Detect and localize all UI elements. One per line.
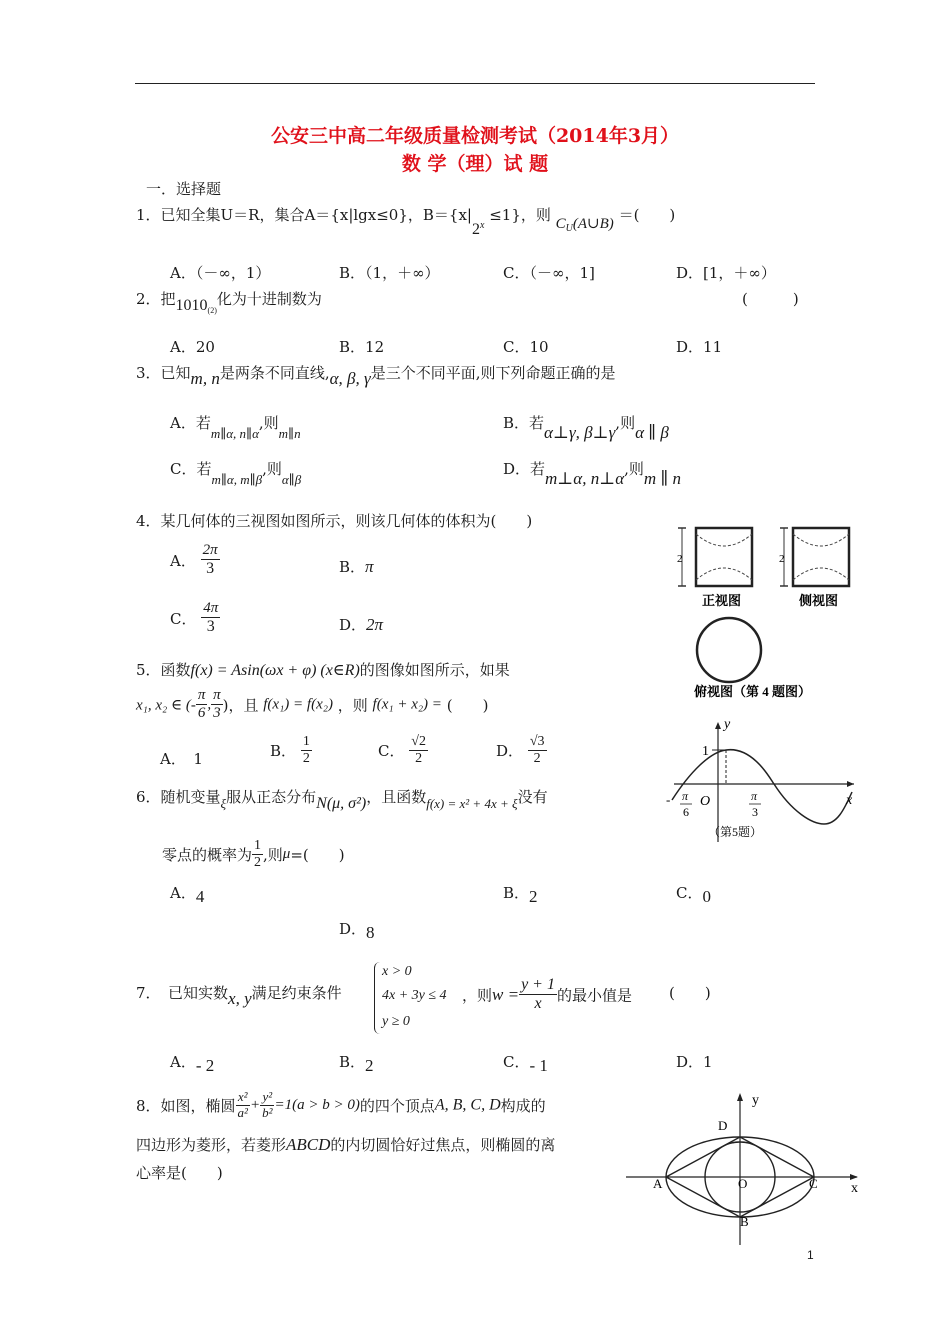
top-view-label: 俯视图（第 4 题图） [694, 684, 812, 699]
q1-complement [556, 216, 614, 232]
question-4-stem: 4．某几何体的三视图如图所示，则该几何体的体积为( ) [136, 512, 533, 530]
q1-union: (A∪B) [572, 216, 614, 232]
graph-left-den: 6 [683, 805, 689, 819]
q3-option-c [170, 458, 302, 487]
q2-option-d: D．11 [676, 338, 723, 356]
q1-pow-base: 2 [471, 221, 480, 238]
q8-y-fraction [260, 1090, 274, 1121]
q8-x-fraction [236, 1090, 250, 1121]
page-number: 1 [807, 1248, 814, 1262]
graph-y-label: y [724, 717, 731, 732]
q6-line2-a: 零点的概率为 [162, 846, 253, 865]
top-view [694, 618, 811, 699]
q6-xi: ξ [220, 796, 227, 811]
q1-option-b: B．（1，＋∞） [339, 264, 440, 282]
q4-a-den: 3 [206, 560, 215, 578]
q5-c-fraction [409, 734, 428, 767]
q6-stem-a: 6．随机变量 [136, 788, 221, 806]
q2-option-a: A．20 [170, 338, 215, 356]
q5-c-num: √2 [409, 734, 428, 751]
q6-mu: μ [282, 846, 291, 863]
q7-b-label: B． [339, 1053, 366, 1071]
q6-half [252, 838, 263, 871]
q7-stem-c-text: ，则 [462, 986, 493, 1005]
q8-line-1 [136, 1090, 546, 1121]
q6-b-label: B． [503, 884, 530, 902]
q3-c-cond: m∥α, m∥β [211, 472, 263, 487]
q8-y-den: b² [262, 1104, 273, 1120]
three-view-figure [672, 520, 872, 705]
q4-a-fraction [201, 542, 220, 579]
question-5-stem [136, 659, 510, 680]
q5-paren: ( ) [446, 696, 489, 715]
q5-d-den: 2 [533, 751, 541, 767]
vertex-a-label: A [653, 1176, 663, 1191]
vertex-b-label: B [740, 1214, 749, 1229]
q8-y-num: y² [260, 1090, 274, 1106]
q4-option-c [170, 600, 220, 637]
q2-stem-b: 化为十进制数为 [216, 290, 322, 308]
q6-stem-d: 没有 [517, 788, 548, 806]
q6-line-2 [162, 838, 345, 871]
graph-right-den: 3 [752, 805, 758, 819]
q7-w-den: x [534, 995, 542, 1013]
q6-func: f(x) = x² + 4x + ξ [426, 796, 518, 811]
q3-d-res: m ∥ n [643, 469, 682, 488]
q8-x-den: a² [237, 1104, 248, 1120]
q3-d-cond: m⊥α, n⊥α [545, 469, 625, 488]
q4-c-num: 4π [201, 600, 220, 618]
q6-normal: N(μ, σ²) [316, 795, 367, 812]
graph-left-pi: π [682, 789, 689, 803]
graph-right-pi: π [751, 789, 758, 803]
q5-d-num: √3 [528, 734, 547, 751]
q3-lines: m, n [190, 369, 220, 388]
q3-option-b [503, 412, 669, 442]
vertex-d-label: D [718, 1118, 728, 1133]
q7-w: w = [492, 984, 520, 1004]
q3-b-label: B．若 [503, 414, 545, 432]
q4-b-val: π [365, 557, 374, 576]
q2-option-b: B．12 [339, 338, 385, 356]
graph-one-label: 1 [702, 744, 709, 759]
q7-a-val: - 2 [195, 1056, 215, 1075]
q6-d-val: 8 [366, 923, 375, 942]
q5-option-a: A． 1 [160, 750, 203, 768]
q7-c-label: C． [503, 1053, 530, 1071]
graph-origin-label: O [700, 794, 711, 809]
q1-c-sub: U [565, 223, 573, 234]
q6-stem-c: ，且函数 [366, 788, 427, 806]
q3-option-d [503, 458, 682, 488]
q6-line2-c: =( ) [290, 846, 345, 865]
q5-frac-pi3 [211, 687, 223, 723]
q6-a-val: 4 [195, 887, 205, 906]
q6-c-label: C． [676, 884, 703, 902]
q4-option-a [170, 542, 220, 579]
q6-option-c [676, 882, 711, 906]
q7-a-label: A． [170, 1053, 196, 1071]
q1-stem-text: 1．已知全集U＝R，集合A＝{x|lgx≤0}，B＝{x| [136, 206, 472, 224]
q3-stem-a: 3．已知 [136, 364, 191, 382]
q7-paren: ( ) [669, 984, 711, 1002]
vertex-c-label: C [809, 1176, 818, 1191]
q4-a-num: 2π [201, 542, 220, 560]
q2-stem-a: 2．把 [136, 290, 176, 308]
q5-b-den: 2 [302, 751, 310, 767]
front-view-label: 正视图 [702, 593, 742, 608]
q5-pi6-den: 6 [197, 705, 206, 722]
q7-option-d: D．1 [676, 1053, 713, 1071]
question-3-stem [136, 362, 616, 388]
q3-a-then: ,则 [258, 414, 279, 432]
q6-line2-b: ,则 [263, 846, 283, 865]
sine-graph-figure [662, 712, 862, 847]
header-rule [135, 83, 815, 84]
q3-a-label: A．若 [170, 414, 211, 432]
ellipse-x-label: x [851, 1181, 858, 1196]
q5-pi3-den: 3 [213, 705, 221, 722]
q3-a-cond: m∥α, n∥α [210, 426, 259, 441]
front-view [677, 528, 752, 608]
q5-c-label: C． [378, 742, 405, 761]
q1-c: C [555, 216, 566, 232]
q6-stem-b: 服从正态分布 [226, 788, 317, 806]
q5-option-d [496, 734, 547, 767]
q5-cond-a: x₁, x₂ ∈ (- [136, 697, 196, 714]
q3-c-label: C．若 [170, 460, 212, 478]
graph-neg-sign: - [666, 792, 671, 807]
q8-line2-a: 四边形为菱形，若菱形 [136, 1136, 287, 1154]
q5-cond-e: f(x₁ + x₂) = [372, 696, 442, 713]
q6-half-den: 2 [254, 855, 262, 871]
q4-d-val: 2π [366, 615, 384, 634]
q1-power [472, 221, 484, 238]
graph-caption: （第5题） [708, 825, 763, 839]
q7-w-fraction [519, 976, 557, 1014]
q8-line-2 [136, 1134, 555, 1155]
q8-stem-b: 的四个顶点 [359, 1096, 435, 1115]
q5-option-b [270, 734, 312, 767]
q4-a-label: A． [170, 551, 196, 570]
q7-constraint-1: x > 0 [382, 964, 412, 979]
q1-option-c: C．（－∞，1] [503, 264, 595, 282]
q5-d-fraction [528, 734, 547, 767]
page-title: 公安三中高二年级质量检测考试（2014年3月） [270, 125, 680, 147]
graph-x-label: x [846, 793, 853, 808]
q5-pi3-num: π [211, 687, 223, 705]
q7-w-num: y + 1 [519, 976, 557, 995]
q2-paren: ( ) [742, 290, 799, 308]
q5-frac-pi6 [196, 687, 208, 723]
q5-stem-a: 5．函数 [136, 661, 191, 679]
q3-c-res: α∥β [281, 472, 302, 487]
q3-option-a [170, 412, 301, 441]
q8-eq: =1(a > b > 0) [274, 1096, 360, 1113]
q5-func: f(x) = Asin(ωx + φ) (x∈R) [190, 662, 360, 679]
q2-binary-base: (2) [207, 306, 217, 315]
q7-stem-b: 满足约束条件 [251, 984, 342, 1002]
q3-c-then: ,则 [262, 460, 282, 478]
q3-stem-b: 是两条不同直线, [219, 364, 330, 382]
q6-option-a [170, 882, 205, 906]
q5-stem-b: 的图像如图所示，如果 [359, 661, 510, 679]
q4-c-label: C． [170, 609, 197, 628]
q6-b-val: 2 [529, 887, 538, 906]
q1-paren: ＝( ) [618, 206, 676, 224]
q7-constraint-3: y ≥ 0 [382, 1014, 410, 1029]
q7-xy: x, y [228, 989, 252, 1008]
q5-b-num: 1 [301, 734, 312, 751]
q3-planes: α, β, γ [329, 369, 371, 388]
q3-b-then: ,则 [615, 414, 636, 432]
section-heading: 一．选择题 [146, 180, 222, 198]
q1-option-d: D．[1，＋∞） [676, 264, 776, 282]
q3-stem-c: 是三个不同平面,则下列命题正确的是 [370, 364, 616, 382]
q4-c-den: 3 [206, 618, 215, 636]
q5-b-fraction [301, 734, 312, 767]
q2-binary [176, 297, 217, 314]
q3-d-then: ,则 [624, 460, 644, 478]
q5-pi6-num: π [196, 687, 208, 705]
q8-x-num: x² [236, 1090, 250, 1106]
front-view-dim: 2 [677, 553, 683, 565]
ellipse-y-label: y [752, 1093, 759, 1108]
q7-option-b [339, 1051, 374, 1075]
q7-b-val: 2 [365, 1056, 374, 1075]
q8-rhombus: ABCD [286, 1135, 331, 1154]
q7-constraint-2: 4x + 3y ≤ 4 [382, 988, 447, 1003]
q1-pow-exp: x [479, 220, 485, 231]
q5-condition [136, 687, 488, 723]
q5-b-label: B． [270, 742, 297, 761]
page-subtitle: 数 学（理）试 题 [401, 153, 549, 175]
q8-stem-a: 8．如图，椭圆 [136, 1096, 236, 1115]
q5-option-c [378, 734, 428, 767]
q8-line-3: 心率是( ) [136, 1164, 223, 1182]
question-6-stem [136, 786, 548, 812]
ellipse-origin-label: O [738, 1176, 748, 1191]
side-view [779, 528, 849, 608]
ellipse-figure [622, 1090, 867, 1248]
q5-cond-d: ，则 [337, 696, 368, 715]
q6-d-label: D． [339, 920, 367, 938]
side-view-dim: 2 [779, 553, 785, 565]
q5-cond-c: f(x₁) = f(x₂) [263, 696, 333, 713]
q8-line2-b: 的内切圆恰好过焦点，则椭圆的离 [330, 1136, 556, 1154]
q3-a-res: m∥n [278, 426, 301, 441]
q3-d-label: D．若 [503, 460, 546, 478]
q4-option-b [339, 556, 374, 577]
q7-constraint-brace [374, 962, 380, 1034]
q8-vertices: A, B, C, D [434, 1096, 501, 1114]
q4-option-d [339, 614, 383, 635]
q3-b-cond: α⊥γ, β⊥γ [544, 423, 616, 442]
q3-b-res: α ∥ β [635, 423, 669, 442]
q7-c-val: - 1 [529, 1056, 548, 1075]
q6-option-d [339, 918, 375, 942]
q5-cond-mid: , [207, 696, 212, 713]
q4-b-label: B． [339, 558, 366, 576]
q4-c-fraction [201, 600, 220, 637]
q7-stem-a-text: 7． 已知实数 [136, 984, 229, 1002]
q4-d-label: D． [339, 616, 367, 634]
q5-cond-b: )，且 [222, 696, 259, 715]
side-view-label: 侧视图 [799, 593, 839, 608]
q2-option-c: C．10 [503, 338, 549, 356]
q6-c-val: 0 [702, 887, 711, 906]
q6-option-b [503, 882, 538, 906]
q8-stem-c: 构成的 [500, 1096, 546, 1115]
sine-curve [672, 750, 852, 824]
q8-plus: + [249, 1096, 261, 1113]
q6-a-label: A． [170, 884, 196, 902]
q5-c-den: 2 [415, 751, 423, 767]
q1-option-a: A．（－∞，1） [170, 264, 271, 282]
q2-binary-num: 1010 [175, 297, 208, 314]
q7-stem-a [136, 982, 342, 1008]
q7-stem-d: 的最小值是 [556, 986, 632, 1005]
q1-stem-text-2: ≤1}，则 [489, 206, 551, 224]
q7-option-a [170, 1051, 215, 1075]
q5-d-label: D． [496, 742, 524, 761]
q7-stem-c [462, 976, 632, 1014]
q7-option-c [503, 1051, 548, 1075]
question-2-stem [136, 288, 322, 315]
q6-half-num: 1 [252, 838, 263, 855]
question-1-stem [136, 204, 676, 238]
